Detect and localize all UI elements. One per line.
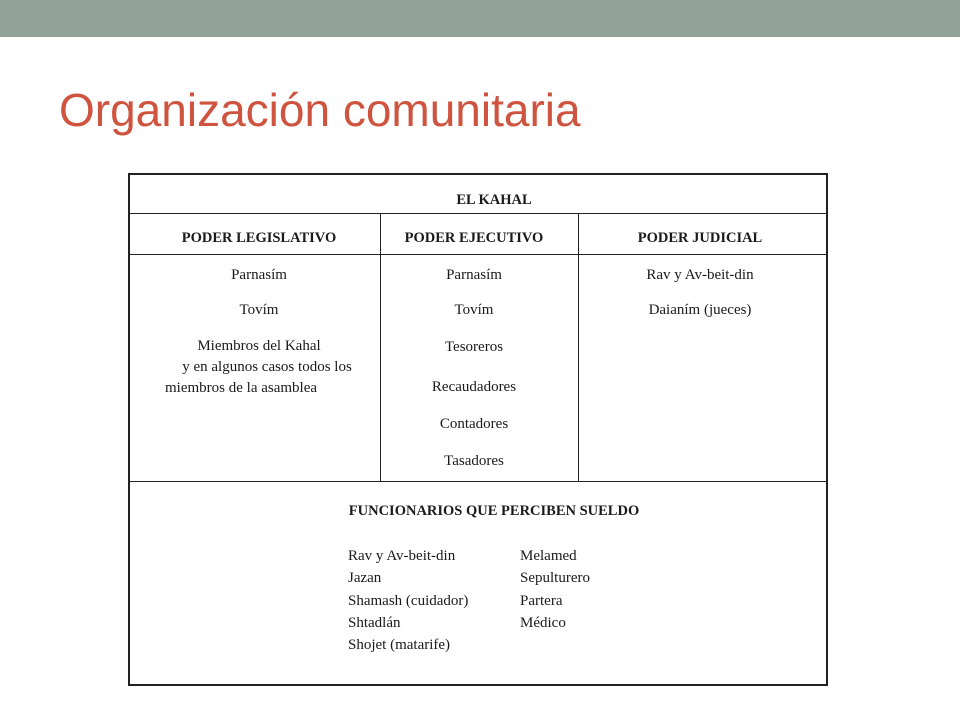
column-divider-1 <box>380 213 381 481</box>
funcionario-item: Jazan <box>348 570 382 586</box>
funcionario-item: Shtadlán <box>348 615 401 631</box>
divider-subheader <box>128 254 828 255</box>
ejecutivo-item: Tasadores <box>444 453 504 469</box>
funcionario-item: Sepulturero <box>520 570 590 586</box>
legislativo-item: Parnasím <box>231 267 287 283</box>
ejecutivo-item: Parnasím <box>446 267 502 283</box>
ejecutivo-item: Contadores <box>439 416 509 432</box>
funcionario-item: Shamash (cuidador) <box>348 593 469 609</box>
ejecutivo-item: Recaudadores <box>431 379 517 395</box>
frame-top <box>128 173 828 175</box>
frame-bottom <box>128 684 828 686</box>
legislativo-extra-line: miembros de la asamblea <box>165 380 318 396</box>
slide-title: Organización comunitaria <box>59 84 581 136</box>
legislativo-extra-line: Miembros del Kahal <box>197 338 321 354</box>
divider-salaried <box>128 481 828 482</box>
legislativo-item: Tovím <box>239 302 279 318</box>
ejecutivo-item: Tovím <box>454 302 494 318</box>
divider-header <box>128 213 828 214</box>
frame-left <box>128 173 130 686</box>
header-poder-ejecutivo: PODER EJECUTIVO <box>404 230 544 246</box>
header-poder-judicial: PODER JUDICIAL <box>637 230 763 246</box>
header-funcionarios: FUNCIONARIOS QUE PERCIBEN SUELDO <box>348 503 640 519</box>
ejecutivo-item: Tesoreros <box>444 339 504 355</box>
header-el-kahal: EL KAHAL <box>456 192 532 208</box>
frame-right <box>826 173 828 686</box>
funcionario-item: Melamed <box>520 548 577 564</box>
funcionario-item: Médico <box>520 615 566 631</box>
legislativo-extra-line: y en algunos casos todos los <box>182 359 352 375</box>
judicial-item: Rav y Av-beit-din <box>646 267 754 283</box>
funcionario-item: Rav y Av-beit-din <box>348 548 456 564</box>
funcionario-item: Partera <box>520 593 563 609</box>
column-divider-2 <box>578 213 579 481</box>
header-poder-legislativo: PODER LEGISLATIVO <box>181 230 337 246</box>
judicial-item: Daianím (jueces) <box>648 302 752 318</box>
funcionario-item: Shojet (matarife) <box>348 637 451 653</box>
